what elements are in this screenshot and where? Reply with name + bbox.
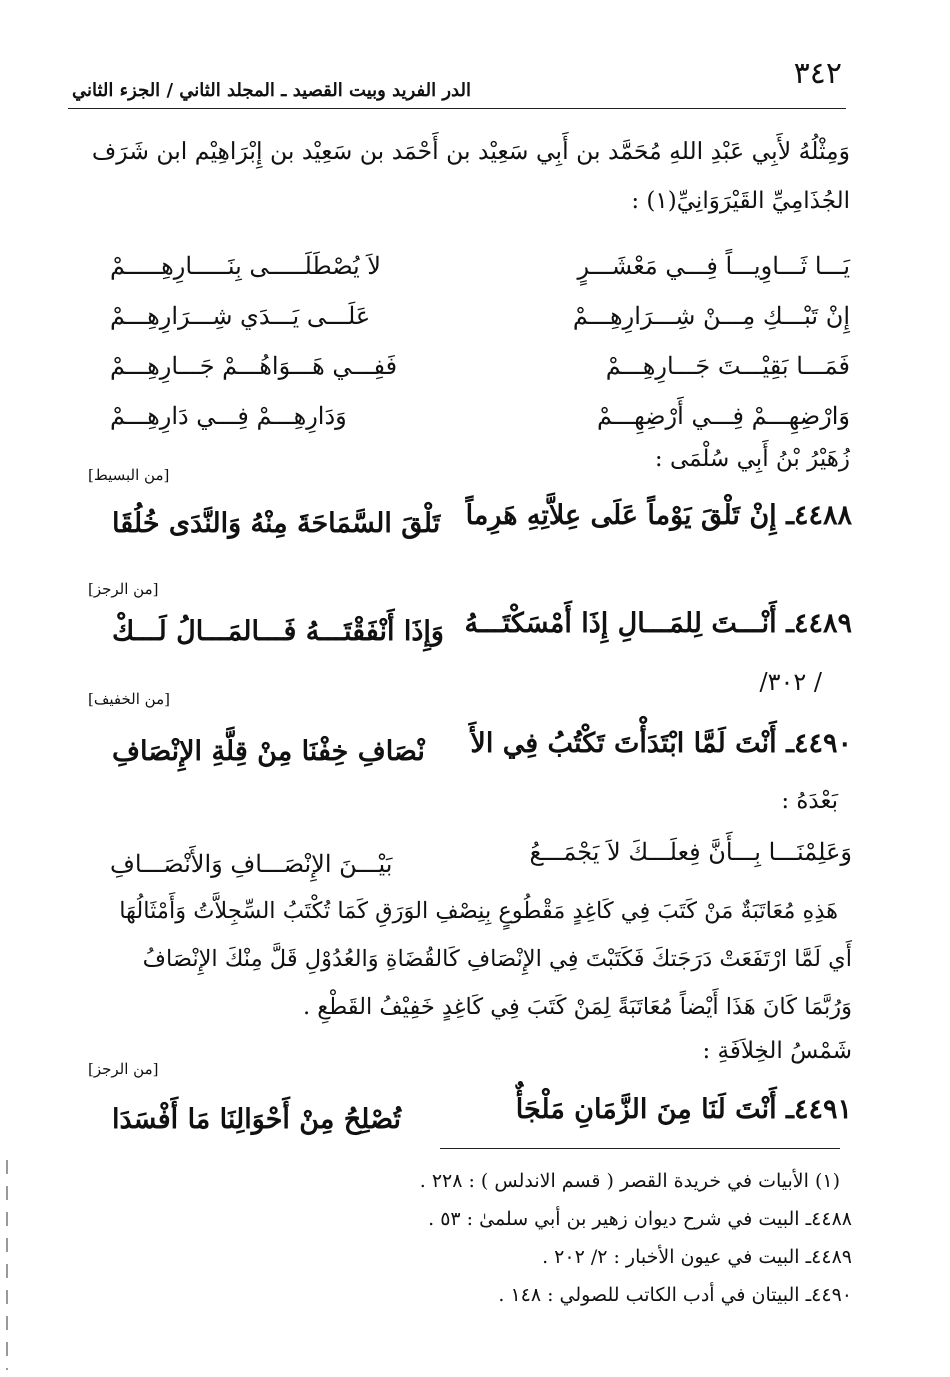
footnote-4490: ٤٤٩٠ـ البيتان في أدب الكاتب للصولي : ١٤٨ . [498,1284,852,1306]
verse-4490b-left: بَيْـــنَ الإِنْصَـــافِ وَالأَنْصَـــافِ [110,850,393,878]
poem1-line-4-left: وَدَارِهِـــمْ فِـــي دَارِهِـــمْ [110,402,347,430]
poem1-line-3-right: فَمَـــا بَقِيْـــتَ جَـــارِهِـــمْ [605,352,850,380]
poem1-line-2-right: إِنْ تَبْـــكِ مِـــنْ شِـــرَارِهِـــمْ [572,302,850,330]
poem1-line-1-right: يَـــا ثَـــاوِيـــاً فِـــي مَعْشَـــرٍ [577,252,850,280]
scan-margin-marks [6,1160,8,1370]
poem1-line-2-left: عَلَـــى يَـــدَي شِـــرَارِهِـــمْ [110,302,371,330]
commentary-line-2: أَي لَمَّا ارْتَفَعَتْ دَرَجَتكَ فَكَتَبْتَ فِي الإِنْصَافِ كَالقُضَاةِ وَالعُدُوْلِ قَلَّ مِنْكَ الإِنْصَافُ [142,946,852,972]
poem1-line-4-right: وَارْضِهِـــمْ فِـــي أَرْضِهِـــمْ [597,402,850,430]
footnote-rule [440,1148,840,1149]
meter-4489: [من الرجز] [88,580,159,598]
poem1-line-1-left: لاَ يُصْطَلَـــــى بِنَـــــارِهِـــــمْ [110,252,381,280]
meter-4488: [من البسيط] [88,466,170,484]
verse-4489-left: وَإِذَا أَنْفَقْتَـــهُ فَـــالمَـــالُ لَـــكْ [112,616,444,647]
running-title: الدر الفريد وبيت القصيد ـ المجلد الثاني / الجزء الثاني [72,80,471,101]
footnote-1: (١) الأبيات في خريدة القصر ( قسم الاندلس ) : ٢٢٨ . [419,1170,840,1192]
verse-4489-right: ٤٤٨٩ـ أَنْـــتَ لِلمَـــالِ إِذَا أَمْسَكْتَـــهُ [464,608,852,639]
verse-4488-left: تَلْقَ السَّمَاحَةَ مِنْهُ وَالنَّدَى خُلُقَا [112,508,441,539]
after-4490: بَعْدَهُ : [781,788,838,814]
note-4489: / ٣٠٢/ [759,668,822,696]
page-number: ٣٤٢ [793,56,842,91]
footnote-4489: ٤٤٨٩ـ البيت في عيون الأخبار : ٢/ ٢٠٢ . [542,1246,852,1268]
verse-4488-right: ٤٤٨٨ـ إِنْ تَلْقَ يَوْماً عَلَى عِلاَّتِهِ هَرِماً [465,500,852,531]
verse-4491-left: تُصْلِحُ مِنْ أَحْوَالِنَا مَا أَفْسَدَا [112,1104,402,1135]
poet-4488: زُهَيْرُ بْنُ أَبِي سُلْمَى : [654,446,850,472]
poet-4491: شَمْسُ الخِلاَفَةِ : [702,1038,852,1064]
meter-4490: [من الخفيف] [88,690,170,708]
intro-line-1: وَمِثْلُهُ لأَبِي عَبْدِ اللهِ مُحَمَّد بن أَبِي سَعِيْد بن أَحْمَد بن سَعِيْد بن إِبْرَاهِيْم ابن شَرَف [91,137,850,165]
footnote-4488: ٤٤٨٨ـ البيت في شرح ديوان زهير بن أبي سلمىٰ : ٥٣ . [428,1208,852,1230]
verse-4490b-right: وَعَلِمْنَـــا بِـــأَنَّ فِعلَـــكَ لاَ يَجْمَـــعُ [529,838,852,866]
verse-4490-right: ٤٤٩٠ـ أَنْتَ لَمَّا ابْتَدَأْتَ تَكْتُبُ فِي الأَ [470,728,852,759]
poem1-line-3-left: فَفِـــي هَـــوَاهُـــمْ جَـــارِهِـــمْ [110,352,398,380]
intro-line-2: الجُذَامِيِّ القَيْرَوَانِيِّ(١) : [631,188,850,214]
commentary-line-3: وَرُبَّمَا كَانَ هَذَا أَيْضاً مُعَاتَبَةً لِمَنْ كَتَبَ فِي كَاغِدٍ خَفِيْفُ القَطْعِ . [303,994,852,1020]
meter-4491: [من الرجز] [88,1060,159,1078]
verse-4491-right: ٤٤٩١ـ أَنْتَ لَنَا مِنَ الزَّمَانِ مَلْجَأٌ [515,1094,852,1125]
commentary-line-1: هَذِهِ مُعَاتَبَةٌ مَنْ كَتَبَ فِي كَاغِدٍ مَقْطُوعٍ بِنِصْفِ الوَرَقِ كَمَا تُكْتَبُ السِّجِلاَّتُ وَأَمْثَالُهَا [119,898,838,924]
verse-4490-left: نْصَافِ خِفْنَا مِنْ قِلَّةِ الإِنْصَافِ [112,736,425,767]
header-rule [68,108,846,109]
